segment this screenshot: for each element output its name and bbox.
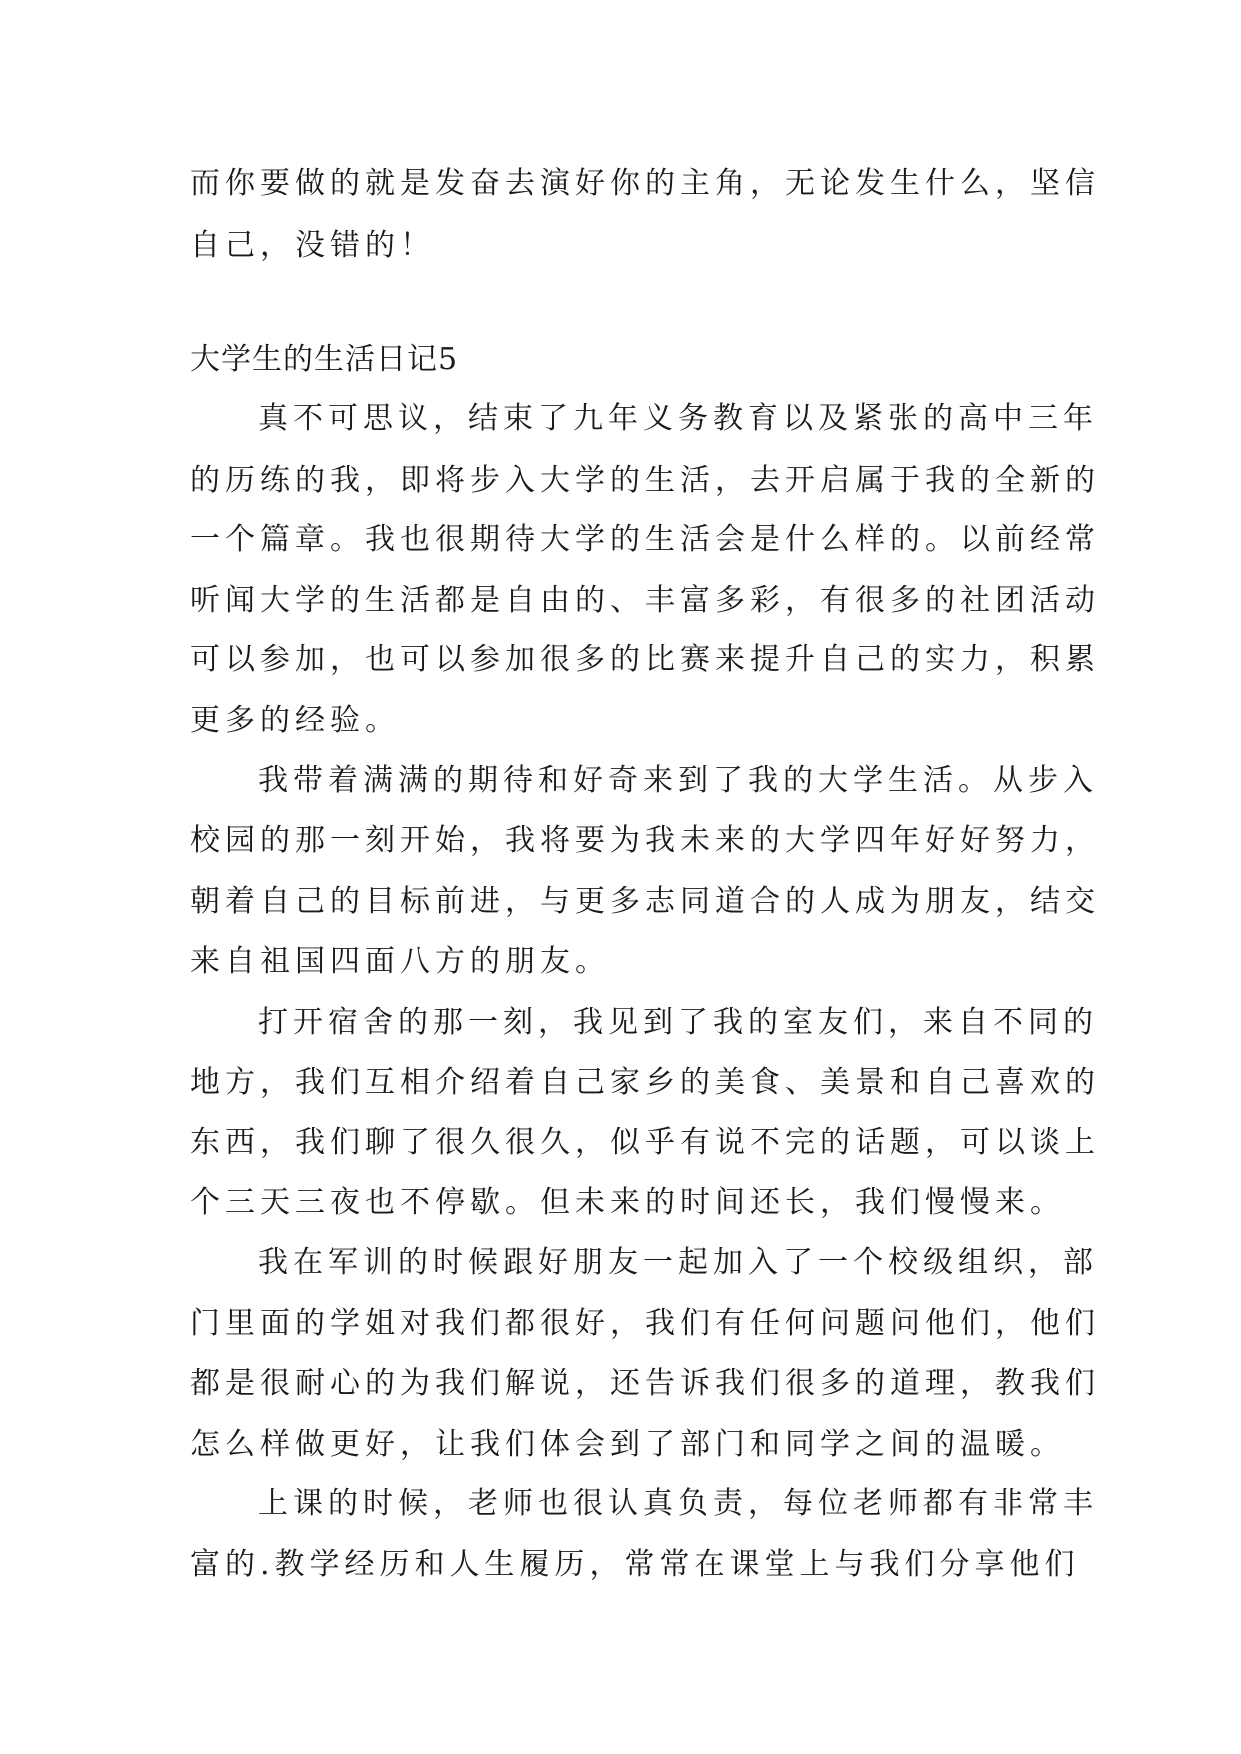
paragraph-line: 我带着满满的期待和好奇来到了我的大学生活。从步入 xyxy=(258,763,1098,798)
paragraph-line: 东西，我们聊了很久很久，似乎有说不完的话题，可以谈上 xyxy=(190,1125,1100,1160)
section-title: 大学生的生活日记5 xyxy=(190,342,459,377)
paragraph-line: 富的.教学经历和人生履历，常常在课堂上与我们分享他们 xyxy=(190,1547,1080,1582)
paragraph-line: 一个篇章。我也很期待大学的生活会是什么样的。以前经常 xyxy=(190,522,1100,557)
paragraph-line: 来自祖国四面八方的朋友。 xyxy=(190,944,610,979)
intro-line: 自己，没错的！ xyxy=(190,228,435,263)
paragraph-line: 我在军训的时候跟好朋友一起加入了一个校级组织，部 xyxy=(258,1245,1098,1280)
paragraph-line: 朝着自己的目标前进，与更多志同道合的人成为朋友，结交 xyxy=(190,884,1100,919)
paragraph-line: 更多的经验。 xyxy=(190,703,400,738)
paragraph-line: 都是很耐心的为我们解说，还告诉我们很多的道理，教我们 xyxy=(190,1366,1100,1401)
paragraph-line: 打开宿舍的那一刻，我见到了我的室友们，来自不同的 xyxy=(258,1005,1098,1040)
paragraph-line: 怎么样做更好，让我们体会到了部门和同学之间的温暖。 xyxy=(190,1427,1065,1462)
paragraph-line: 听闻大学的生活都是自由的、丰富多彩，有很多的社团活动 xyxy=(190,583,1100,618)
paragraph-line: 可以参加，也可以参加很多的比赛来提升自己的实力，积累 xyxy=(190,642,1100,677)
intro-line: 而你要做的就是发奋去演好你的主角，无论发生什么，坚信 xyxy=(190,166,1100,201)
paragraph-line: 的历练的我，即将步入大学的生活，去开启属于我的全新的 xyxy=(190,463,1100,498)
paragraph-line: 地方，我们互相介绍着自己家乡的美食、美景和自己喜欢的 xyxy=(190,1065,1100,1100)
paragraph-line: 上课的时候，老师也很认真负责，每位老师都有非常丰 xyxy=(258,1486,1098,1521)
paragraph-line: 门里面的学姐对我们都很好，我们有任何问题问他们，他们 xyxy=(190,1306,1100,1341)
paragraph-line: 个三天三夜也不停歇。但未来的时间还长，我们慢慢来。 xyxy=(190,1185,1065,1220)
paragraph-line: 真不可思议，结束了九年义务教育以及紧张的高中三年 xyxy=(258,401,1098,436)
paragraph-line: 校园的那一刻开始，我将要为我未来的大学四年好好努力， xyxy=(190,823,1100,858)
